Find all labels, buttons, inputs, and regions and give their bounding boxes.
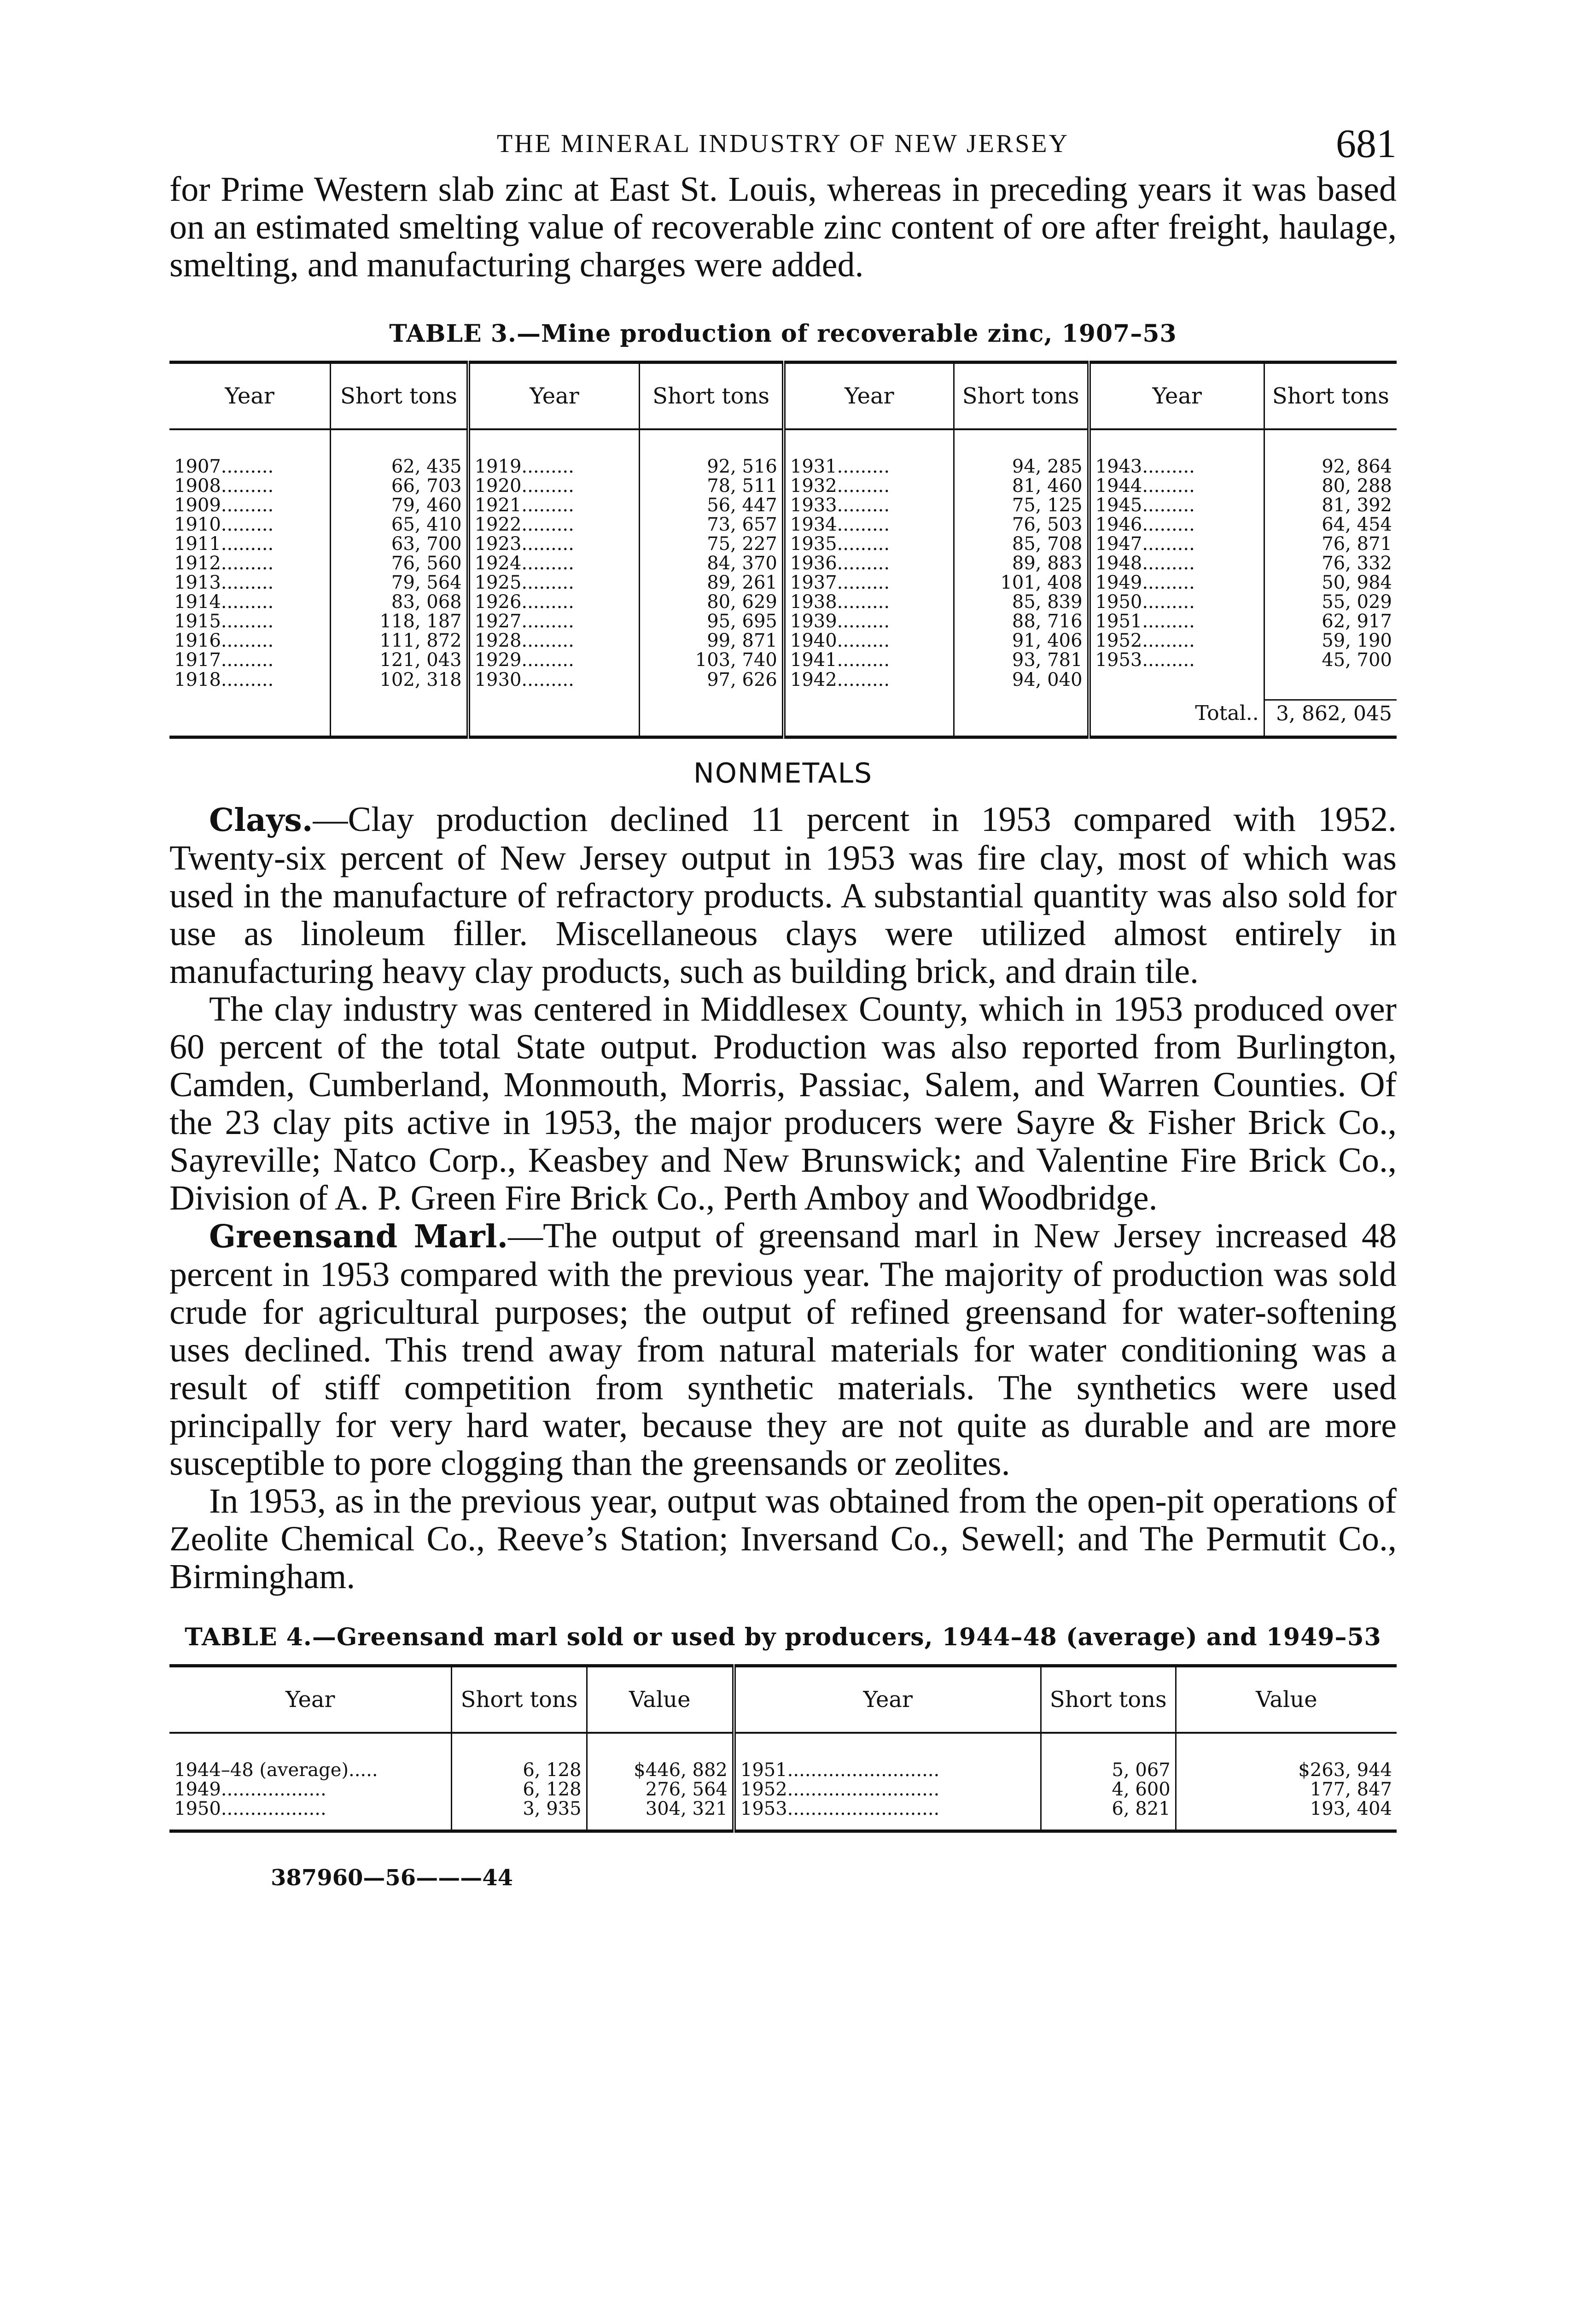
- greensand-heading: Greensand Marl.: [209, 1218, 508, 1255]
- table3-value-cell: 45, 700: [1264, 650, 1397, 670]
- table3-year-cell: 1909.........: [174, 495, 274, 516]
- table3-value-cell: 91, 406: [954, 631, 1089, 650]
- table3-year-cell: 1937.........: [784, 573, 954, 592]
- table3-value-cell: 80, 288: [1264, 476, 1397, 496]
- table3-value-cell: 80, 629: [640, 592, 784, 612]
- table3-year-cell: 1947.........: [1089, 534, 1264, 554]
- table3-year-cell: 1953.........: [1089, 650, 1264, 670]
- table3-year-cell: 1911.........: [174, 533, 274, 555]
- table3-year-cell: 1924.........: [468, 554, 640, 573]
- table-row: [169, 476, 1397, 496]
- table-row: [169, 515, 1397, 534]
- table3-year-cell: 1915.........: [174, 611, 274, 632]
- table-row: [169, 496, 1397, 515]
- table3-value-cell: 59, 190: [1264, 631, 1397, 650]
- table4-header-cell: Value: [1176, 1666, 1397, 1733]
- table3-value-cell: 81, 392: [1264, 496, 1397, 515]
- table-row: [169, 1780, 1397, 1799]
- table3-value-cell: 89, 883: [954, 554, 1089, 573]
- table3-value-cell: 121, 043: [331, 650, 468, 670]
- table3-year-cell: 1938.........: [784, 592, 954, 612]
- table4-value-cell: 276, 564: [587, 1780, 734, 1799]
- table4-year-cell: 1952..........................: [734, 1780, 1041, 1799]
- table3-value-cell: 93, 781: [954, 650, 1089, 670]
- table4-year-cell: 1950..................: [169, 1799, 452, 1831]
- table-row: [169, 670, 1397, 700]
- table3-year-cell: 1907.........: [174, 456, 274, 477]
- section-heading-nonmetals: NONMETALS: [693, 757, 873, 789]
- running-title: THE MINERAL INDUSTRY OF NEW JERSEY: [496, 129, 1070, 158]
- table3-year-cell: 1910.........: [174, 514, 274, 535]
- table3-value-cell: 64, 454: [1264, 515, 1397, 534]
- table3-value-cell: 79, 460: [331, 496, 468, 515]
- table3-header-cell: Short tons: [640, 362, 784, 430]
- clays-heading: Clays.: [209, 802, 313, 839]
- table3-value-cell: 88, 716: [954, 612, 1089, 631]
- table3-value-cell: 75, 227: [640, 534, 784, 554]
- table-row: [169, 631, 1397, 650]
- table3-year-cell: 1917.........: [174, 649, 274, 671]
- table3-year-cell: 1908.........: [174, 475, 274, 497]
- table3-value-cell: 85, 708: [954, 534, 1089, 554]
- table3-year-cell: 1923.........: [468, 534, 640, 554]
- table3-year-cell: 1912.........: [174, 553, 274, 574]
- table3-year-cell: 1932.........: [784, 476, 954, 496]
- table-row: [169, 554, 1397, 573]
- table4-greensand-marl: [169, 1664, 1397, 1833]
- table4-header-cell: Short tons: [1041, 1666, 1176, 1733]
- table4-tons-cell: 3, 935: [452, 1799, 587, 1831]
- table3-header-cell: Year: [468, 362, 640, 430]
- table3-year-cell: 1936.........: [784, 554, 954, 573]
- table3-value-cell: 62, 435: [331, 429, 468, 476]
- table-row: [169, 612, 1397, 631]
- greensand-paragraph-1: [169, 1217, 1397, 1482]
- table3-year-cell: 1925.........: [468, 573, 640, 592]
- table3-value-cell: 85, 839: [954, 592, 1089, 612]
- table3-value-cell: 81, 460: [954, 476, 1089, 496]
- table3-value-cell: 50, 984: [1264, 573, 1397, 592]
- table3-year-cell: 1935.........: [784, 534, 954, 554]
- running-header: [169, 111, 1397, 170]
- table3-header-cell: Year: [169, 362, 331, 430]
- table3-year-cell: 1946.........: [1089, 515, 1264, 534]
- table3-value-cell: 84, 370: [640, 554, 784, 573]
- table3-total-label: Total..: [1089, 700, 1264, 737]
- table-row: [169, 429, 1397, 476]
- table3-year-cell: 1942.........: [784, 670, 954, 700]
- table3-header-cell: Short tons: [331, 362, 468, 430]
- table3-value-cell: 76, 332: [1264, 554, 1397, 573]
- table3-value-cell: 63, 700: [331, 534, 468, 554]
- table4-header-cell: Year: [734, 1666, 1041, 1733]
- table3-value-cell: 101, 408: [954, 573, 1089, 592]
- table-row: [169, 592, 1397, 612]
- table3-value-cell: 102, 318: [331, 670, 468, 700]
- clays-text-1: —Clay production declined 11 percent in 1953 compared with 1952. Twenty-six percent of New Jersey output in 1953 was fire clay, most of which was used in the manufacture of refractory products. A substantial quantity was also sold for use as linoleum filler. Miscellaneous clays were utilized almost entirely in manufacturing heavy clay products, such as building brick, and drain tile.: [169, 800, 1397, 991]
- table3-year-cell: 1919.........: [468, 429, 640, 476]
- table3-year-cell: 1940.........: [784, 631, 954, 650]
- table3-year-cell: 1943.........: [1089, 429, 1264, 476]
- table4-value-cell: $263, 944: [1176, 1733, 1397, 1780]
- table4-header-cell: Short tons: [452, 1666, 587, 1733]
- page-number: 681: [1336, 122, 1397, 166]
- table3-year-cell: 1916.........: [174, 630, 274, 651]
- table3-caption: TABLE 3.—Mine production of recoverable zinc, 1907–53: [389, 320, 1177, 348]
- table3-year-cell: [1089, 670, 1264, 700]
- table3-year-cell: 1939.........: [784, 612, 954, 631]
- table3-year-cell: 1934.........: [784, 515, 954, 534]
- table-row: [169, 1733, 1397, 1780]
- table3-year-cell: 1914.........: [174, 591, 274, 613]
- table3-value-cell: 92, 864: [1264, 429, 1397, 476]
- document-page: [169, 111, 1397, 1891]
- table3-year-cell: 1920.........: [468, 476, 640, 496]
- table3-header-cell: Short tons: [1264, 362, 1397, 430]
- table3-year-cell: 1913.........: [174, 572, 274, 593]
- table3-value-cell: 65, 410: [331, 515, 468, 534]
- table3-value-cell: 99, 871: [640, 631, 784, 650]
- table3-value-cell: 66, 703: [331, 476, 468, 496]
- table3-value-cell: 103, 740: [640, 650, 784, 670]
- table3-header-cell: Year: [784, 362, 954, 430]
- table3-value-cell: [1264, 670, 1397, 700]
- table3-year-cell: 1945.........: [1089, 496, 1264, 515]
- table3-total-row: [169, 700, 1397, 737]
- table3-year-cell: 1941.........: [784, 650, 954, 670]
- table-row: [169, 534, 1397, 554]
- table4-value-cell: 177, 847: [1176, 1780, 1397, 1799]
- table3-year-cell: 1949.........: [1089, 573, 1264, 592]
- table3-value-cell: 76, 871: [1264, 534, 1397, 554]
- print-code: 387960—56———44: [271, 1865, 513, 1891]
- table-row: [169, 650, 1397, 670]
- table3-value-cell: 89, 261: [640, 573, 784, 592]
- table4-year-cell: 1949..................: [174, 1779, 326, 1800]
- table4-tons-cell: 4, 600: [1041, 1780, 1176, 1799]
- table3-year-cell: 1922.........: [468, 515, 640, 534]
- table4-tons-cell: 6, 128: [452, 1780, 587, 1799]
- table4-year-cell: 1953..........................: [734, 1799, 1041, 1831]
- table3-year-cell: 1929.........: [468, 650, 640, 670]
- table3-value-cell: 118, 187: [331, 612, 468, 631]
- table3-header-row: [169, 362, 1397, 430]
- table3-value-cell: 78, 511: [640, 476, 784, 496]
- table3-value-cell: 97, 626: [640, 670, 784, 700]
- table4-caption: TABLE 4.—Greensand marl sold or used by producers, 1944–48 (average) and 1949–53: [185, 1623, 1381, 1651]
- table4-tons-cell: 6, 821: [1041, 1799, 1176, 1831]
- table-row: [169, 1799, 1397, 1831]
- table3-value-cell: 92, 516: [640, 429, 784, 476]
- intro-paragraph: for Prime Western slab zinc at East St. Louis, whereas in preceding years it was based on an estimated smelting value of recoverable zinc content of ore after freight, haulage, smelting, and manufacturing charges were added.: [169, 170, 1397, 284]
- clays-paragraph-2: The clay industry was centered in Middlesex County, which in 1953 produced over 60 percent of the total State output. Production was also reported from Burlington, Camden, Cumberland, Monmouth, Morris, Passiac, Salem, and Warren Counties. Of the 23 clay pits active in 1953, the major producers were Sayre & Fisher Brick Co., Sayreville; Natco Corp., Keasbey and New Brunswick; and Valentine Fire Brick Co., Division of A. P. Green Fire Brick Co., Perth Amboy and Woodbridge.: [169, 990, 1397, 1217]
- table3-total-value: 3, 862, 045: [1264, 700, 1397, 737]
- table3-value-cell: 56, 447: [640, 496, 784, 515]
- table3-year-cell: 1933.........: [784, 496, 954, 515]
- table4-header-row: [169, 1666, 1397, 1733]
- table4-value-cell: 193, 404: [1176, 1799, 1397, 1831]
- greensand-text-1: —The output of greensand marl in New Jersey increased 48 percent in 1953 compared with the previous year. The majority of production was sold crude for agricultural purposes; the output of refined greensand for water-softening uses declined. This trend away from natural materials for water conditioning was a result of stiff competition from synthetic materials. The synthetics were used principally for very hard water, because they are not quite as durable and are more susceptible to pore clogging than the greensands or zeolites.: [169, 1216, 1397, 1483]
- table4-header-cell: Year: [169, 1666, 452, 1733]
- greensand-paragraph-2: In 1953, as in the previous year, output was obtained from the open-pit operations of Zeolite Chemical Co., Reeve’s Station; Inversand Co., Sewell; and The Permutit Co., Birmingham.: [169, 1482, 1397, 1596]
- table3-zinc-production: [169, 361, 1397, 739]
- table3-value-cell: 111, 872: [331, 631, 468, 650]
- table3-year-cell: 1944.........: [1089, 476, 1264, 496]
- table3-year-cell: 1928.........: [468, 631, 640, 650]
- table3-year-cell: 1952.........: [1089, 631, 1264, 650]
- table3-value-cell: 76, 560: [331, 554, 468, 573]
- table4-header-cell: Value: [587, 1666, 734, 1733]
- table3-year-cell: 1931.........: [784, 429, 954, 476]
- table3-year-cell: 1926.........: [468, 592, 640, 612]
- table3-year-cell: 1927.........: [468, 612, 640, 631]
- table3-year-cell: 1921.........: [468, 496, 640, 515]
- table3-value-cell: 73, 657: [640, 515, 784, 534]
- clays-paragraph-1: [169, 801, 1397, 990]
- table3-year-cell: 1951.........: [1089, 612, 1264, 631]
- table3-year-cell: 1930.........: [468, 670, 640, 700]
- table3-value-cell: 55, 029: [1264, 592, 1397, 612]
- table4-year-cell: 1944–48 (average).....: [174, 1759, 378, 1781]
- table3-value-cell: 75, 125: [954, 496, 1089, 515]
- table4-value-cell: 304, 321: [587, 1799, 734, 1831]
- table3-header-cell: Year: [1089, 362, 1264, 430]
- table4-year-cell: 1951..........................: [734, 1733, 1041, 1780]
- table3-year-cell: 1948.........: [1089, 554, 1264, 573]
- table3-value-cell: 62, 917: [1264, 612, 1397, 631]
- table3-year-cell: 1950.........: [1089, 592, 1264, 612]
- table3-year-cell: 1918.........: [174, 669, 274, 690]
- table3-header-cell: Short tons: [954, 362, 1089, 430]
- table3-value-cell: 83, 068: [331, 592, 468, 612]
- table3-value-cell: 94, 040: [954, 670, 1089, 700]
- table4-tons-cell: 6, 128: [452, 1733, 587, 1780]
- table3-value-cell: 94, 285: [954, 429, 1089, 476]
- table3-value-cell: 95, 695: [640, 612, 784, 631]
- table3-value-cell: 79, 564: [331, 573, 468, 592]
- table4-value-cell: $446, 882: [587, 1733, 734, 1780]
- table-row: [169, 573, 1397, 592]
- table4-tons-cell: 5, 067: [1041, 1733, 1176, 1780]
- table3-value-cell: 76, 503: [954, 515, 1089, 534]
